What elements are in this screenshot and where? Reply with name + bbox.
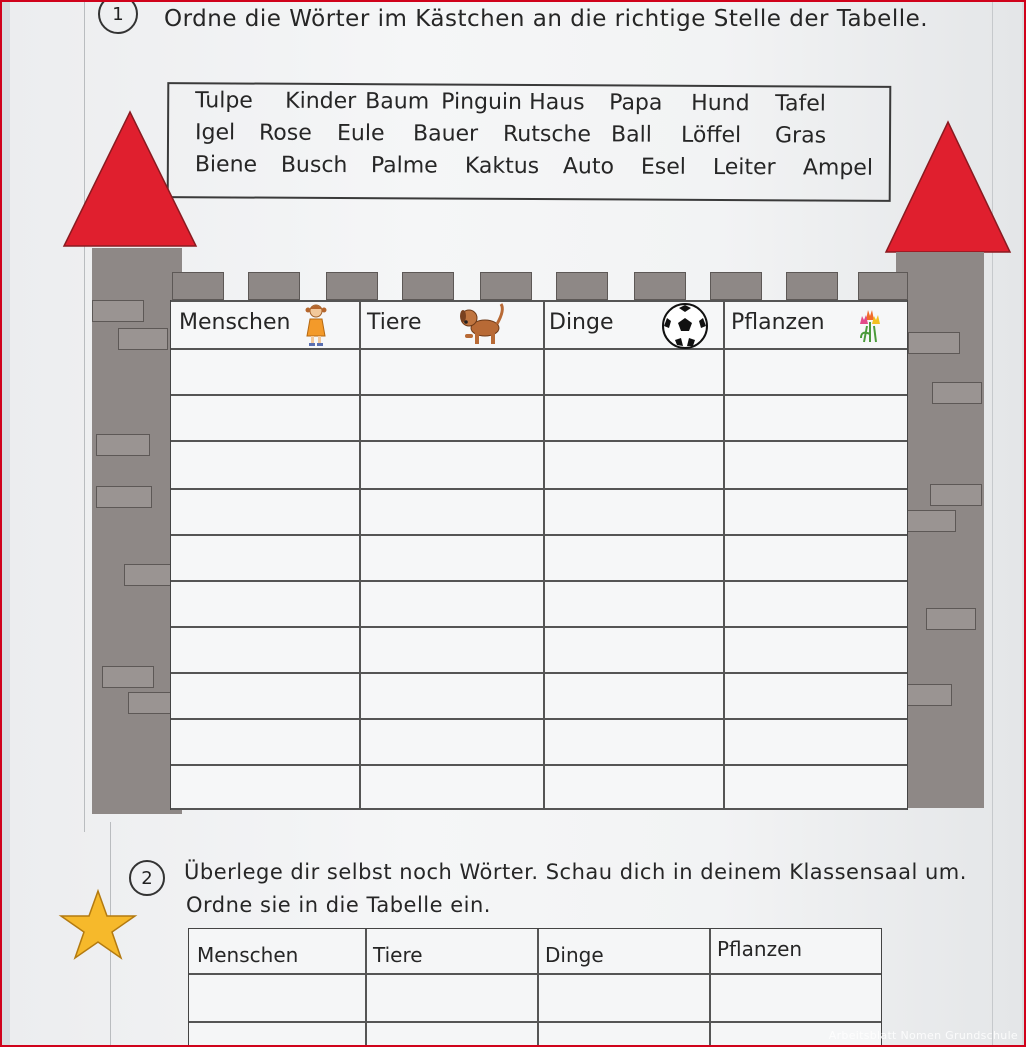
word: Papa	[609, 90, 663, 116]
battlement	[786, 272, 838, 300]
task-number-1: 1	[98, 0, 138, 34]
column-header-menschen: Menschen	[179, 310, 291, 335]
right-tower	[896, 252, 984, 808]
column-header-tiere: Tiere	[367, 310, 422, 335]
word: Hund	[691, 90, 750, 117]
left-tower-roof	[62, 110, 198, 250]
soccer-ball-icon	[661, 302, 709, 350]
word: Auto	[562, 154, 615, 180]
column-header-tiere: Tiere	[373, 943, 423, 967]
task-number-2: 2	[129, 860, 165, 896]
watermark: Arbeitsblatt Nomen Grundschule	[828, 1029, 1018, 1042]
battlement	[480, 272, 532, 300]
sorting-table	[170, 300, 908, 810]
word: Tafel	[775, 91, 826, 117]
word: Rutsche	[502, 121, 592, 148]
word: Pinguin	[441, 89, 523, 115]
word: Kinder	[285, 88, 357, 115]
column-header-dinge: Dinge	[545, 943, 604, 967]
task-2-instruction-line-1: Überlege dir selbst noch Wörter. Schau dich in deinem Klassensaal um.	[184, 860, 967, 884]
star-icon	[58, 888, 138, 962]
task-1-instruction: Ordne die Wörter im Kästchen an die richtige Stelle der Tabelle.	[164, 6, 929, 32]
dog-icon	[455, 300, 509, 348]
word: Haus	[529, 90, 585, 116]
word: Eule	[336, 120, 385, 147]
word: Tulpe	[195, 88, 253, 114]
battlement	[402, 272, 454, 300]
word: Löffel	[680, 122, 742, 149]
word: Busch	[280, 152, 348, 179]
word: Rose	[258, 120, 312, 146]
word: Kaktus	[464, 153, 540, 180]
word: Igel	[194, 120, 236, 146]
battlement	[326, 272, 378, 300]
tulip-icon	[855, 304, 885, 344]
word: Bauer	[412, 121, 479, 147]
girl-icon	[301, 302, 331, 348]
word: Esel	[640, 154, 686, 180]
word: Baum	[365, 89, 430, 115]
battlement	[172, 272, 224, 300]
word: Palme	[370, 153, 438, 179]
left-tower	[92, 248, 182, 814]
own-words-table	[188, 928, 882, 1047]
battlement	[248, 272, 300, 300]
column-header-pflanzen: Pflanzen	[717, 937, 803, 961]
word: Leiter	[712, 154, 776, 181]
word: Biene	[194, 152, 258, 178]
battlement	[710, 272, 762, 300]
column-header-menschen: Menschen	[197, 943, 299, 967]
battlement	[858, 272, 908, 300]
word: Ball	[610, 122, 652, 148]
word-box	[167, 82, 892, 202]
column-header-dinge: Dinge	[549, 310, 614, 335]
column-header-pflanzen: Pflanzen	[731, 310, 825, 335]
battlement	[634, 272, 686, 300]
task-2-instruction-line-2: Ordne sie in die Tabelle ein.	[186, 893, 491, 917]
word: Ampel	[802, 155, 874, 181]
right-tower-roof	[884, 120, 1012, 254]
word: Gras	[774, 123, 827, 149]
battlement	[556, 272, 608, 300]
